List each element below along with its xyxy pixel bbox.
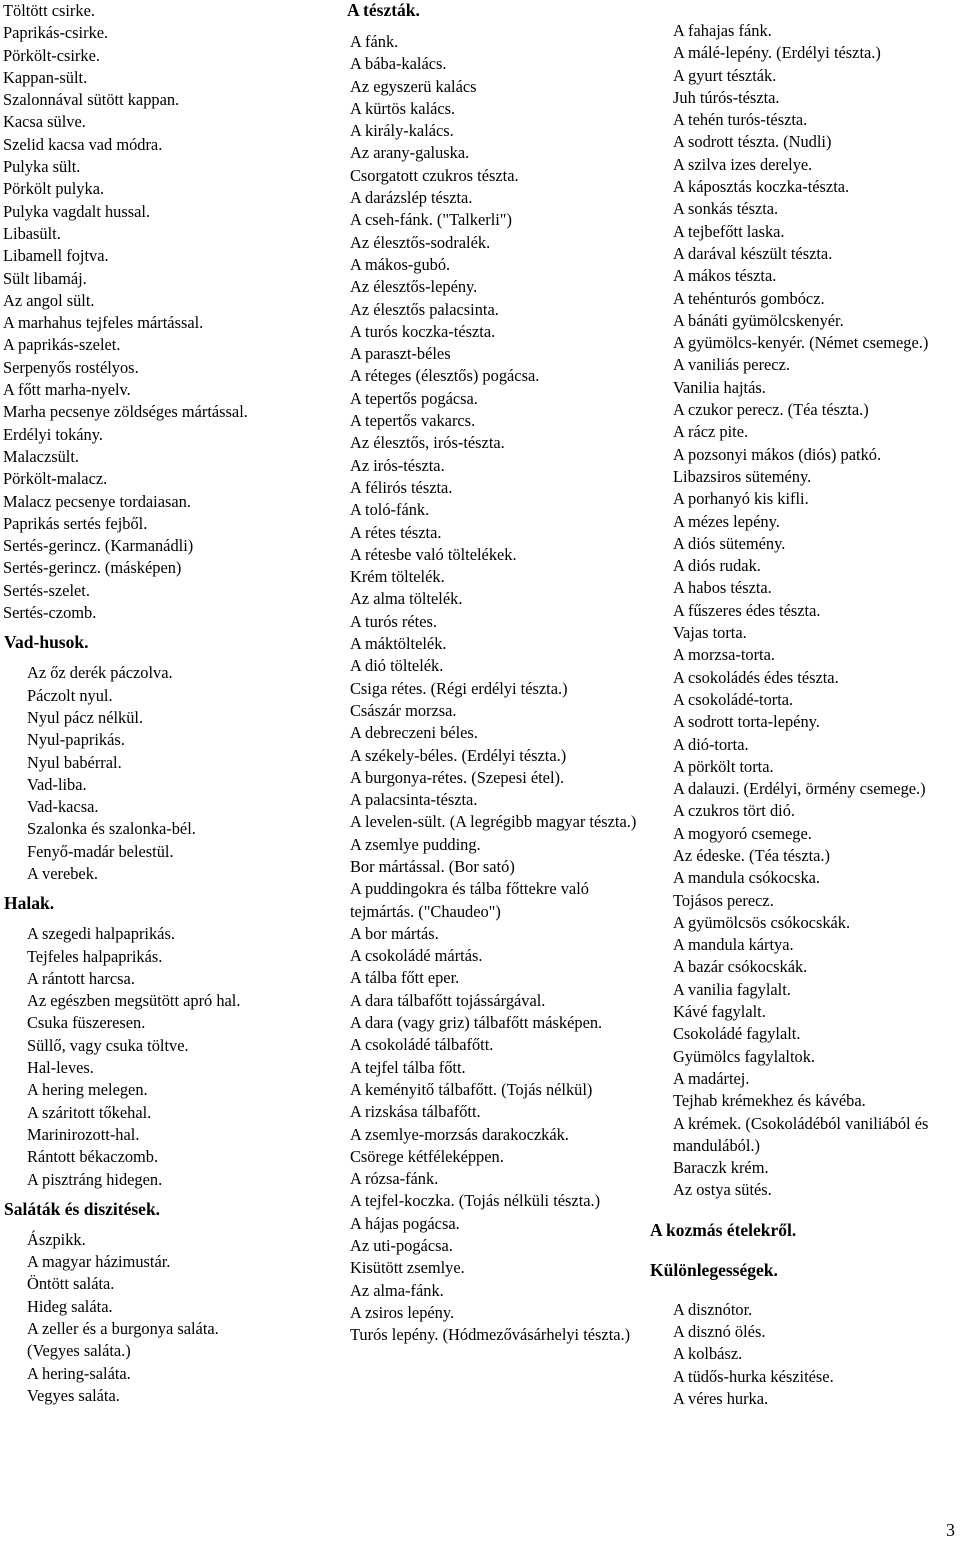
pastries-continued-list (670, 20, 958, 1202)
recipe-list-item: Az alma töltelék. (350, 589, 463, 609)
recipe-list-item: A mandula kártya. (673, 935, 794, 955)
recipe-list-item: Az angol sült. (3, 290, 95, 310)
salads-list (0, 1229, 320, 1407)
recipe-list-item: A rózsa-fánk. (350, 1169, 439, 1189)
recipe-list-item: A pisztráng hidegen. (27, 1169, 163, 1189)
recipe-list-item: Pörkölt-csirke. (3, 45, 100, 65)
recipe-list-item: A czukor perecz. (Téa tészta.) (673, 400, 869, 420)
recipe-list-item: A rétes tészta. (350, 522, 442, 542)
recipe-list-item: A turós koczka-tészta. (350, 321, 496, 341)
recipe-list-item: A debreczeni béles. (350, 723, 478, 743)
right-column (650, 20, 958, 1410)
recipe-list-item: A keményitő tálbafőtt. (Tojás nélkül) (350, 1079, 593, 1099)
recipe-list-item: A tejbefőtt laska. (673, 221, 785, 241)
recipe-list-item: Az élesztős, irós-tészta. (350, 433, 505, 453)
recipe-list-item: Krém töltelék. (350, 567, 445, 587)
recipe-list-item: A bor mártás. (350, 923, 439, 943)
recipe-list-item: Szalonnával sütött kappan. (3, 90, 180, 110)
recipe-list-item: A káposztás koczka-tészta. (673, 177, 850, 197)
recipe-list-item: A mákos tészta. (673, 266, 777, 286)
recipe-list-item: A rizskása tálbafőtt. (350, 1102, 481, 1122)
recipe-list-item: A főtt marha-nyelv. (3, 380, 131, 400)
recipe-list-item: A pörkölt torta. (673, 756, 774, 776)
recipe-list-item: A zeller és a burgonya saláta. (27, 1319, 219, 1339)
game-meat-list (0, 662, 320, 885)
heading-kulonlegessegek: Különlegességek. (650, 1259, 778, 1280)
recipe-list-item: Az ostya sütés. (673, 1180, 772, 1200)
recipe-list-item: A darával készült tészta. (673, 243, 833, 263)
recipe-list-item: Paprikás sertés fejből. (3, 513, 148, 533)
heading-salatak: Saláták és diszitések. (4, 1198, 161, 1219)
recipe-list-item: A palacsinta-tészta. (350, 790, 478, 810)
recipe-list-item: Pörkölt-malacz. (3, 469, 108, 489)
recipe-list-item: Sertés-gerincz. (Karmanádli) (3, 536, 194, 556)
recipe-list-item: Vegyes saláta. (27, 1385, 120, 1405)
recipe-list-item: Fenyő-madár belestül. (27, 841, 174, 861)
recipe-list-item: A marhahus tejfeles mártással. (3, 313, 204, 333)
recipe-list-item: Az irós-tészta. (350, 455, 445, 475)
recipe-list-item: Paprikás-csirke. (3, 23, 109, 43)
recipe-list-item: A hering-saláta. (27, 1363, 131, 1383)
recipe-list-item: A czukros tört dió. (673, 801, 796, 821)
recipe-list-item: A zsemlye-morzsás darakoczkák. (350, 1124, 569, 1144)
recipe-list-item: A vaniliás perecz. (673, 355, 790, 375)
middle-column (347, 0, 647, 1347)
recipe-list-item: Libasült. (3, 223, 61, 243)
recipe-list-item: Malacz pecsenye tordaiasan. (3, 491, 191, 511)
recipe-list-item: Rántott békaczomb. (27, 1147, 159, 1167)
recipe-list-item: A rántott harcsa. (27, 968, 135, 988)
recipe-list-item: A sodrott torta-lepény. (673, 712, 820, 732)
recipe-list-item: A darázslép tészta. (350, 188, 473, 208)
specialties-list (670, 1299, 958, 1410)
heading-tesztak: A tészták. (347, 0, 420, 20)
recipe-list-item: A rácz pite. (673, 422, 749, 442)
recipe-list-item: A tálba főtt eper. (350, 968, 460, 988)
recipe-list-item: Az arany-galuska. (350, 143, 470, 163)
recipe-list-item: A krémek. (Csokoládéból vaniliából és mandulából.) (673, 1113, 929, 1155)
recipe-list-item: A toló-fánk. (350, 500, 430, 520)
recipe-list-item: A madártej. (673, 1068, 750, 1088)
recipe-list-item: A kürtös kalács. (350, 98, 456, 118)
recipe-list-item: Az egészben megsütött apró hal. (27, 991, 241, 1011)
recipe-list-item: A burgonya-rétes. (Szepesi étel). (350, 767, 565, 787)
recipe-list-item: Vajas torta. (673, 623, 747, 643)
recipe-list-item: Bor mártással. (Bor sató) (350, 856, 515, 876)
recipe-list-item: A paraszt-béles (350, 344, 451, 364)
recipe-list-item: A réteges (élesztős) pogácsa. (350, 366, 540, 386)
recipe-list-item: Hideg saláta. (27, 1296, 113, 1316)
recipe-list-item: Az alma-fánk. (350, 1280, 444, 1300)
recipe-list-item: Nyul-paprikás. (27, 730, 125, 750)
recipe-list-item: Baraczk krém. (673, 1158, 769, 1178)
page-number: 3 (946, 1520, 955, 1540)
recipe-list-item: Tejhab krémekhez és kávéba. (673, 1091, 866, 1111)
recipe-list-item: Az élesztős-sodralék. (350, 232, 491, 252)
recipe-list-item: Sertés-szelet. (3, 580, 90, 600)
recipe-list-item: A máktöltelék. (350, 634, 447, 654)
recipe-list-item: Sült libamáj. (3, 268, 87, 288)
fish-list (0, 923, 320, 1191)
recipe-list-item: A kolbász. (673, 1344, 743, 1364)
recipe-list-item: A málé-lepény. (Erdélyi tészta.) (673, 43, 881, 63)
recipe-list-item: Pulyka vagdalt hussal. (3, 201, 151, 221)
recipe-list-item: Sertés-gerincz. (másképen) (3, 558, 182, 578)
recipe-list-item: Az egyszerü kalács (350, 76, 477, 96)
recipe-list-item: Serpenyős rostélyos. (3, 357, 139, 377)
recipe-list-item: A zsiros lepény. (350, 1302, 455, 1322)
left-column (0, 0, 320, 1407)
recipe-list-item: A tejfel-koczka. (Tojás nélküli tészta.) (350, 1191, 601, 1211)
recipe-list-item: A morzsa-torta. (673, 645, 775, 665)
recipe-list-item: A zsemlye pudding. (350, 834, 481, 854)
recipe-list-item: A mákos-gubó. (350, 254, 451, 274)
recipe-list-item: A gyümölcsös csókocskák. (673, 912, 851, 932)
recipe-list-item: Hal-leves. (27, 1058, 94, 1078)
recipe-list-item: Marha pecsenye zöldséges mártással. (3, 402, 248, 422)
recipe-list-item: Sertés-czomb. (3, 603, 97, 623)
recipe-list-item: A tepertős pogácsa. (350, 388, 478, 408)
heading-kozmas: A kozmás ételekről. (650, 1219, 797, 1240)
recipe-list-item: A magyar házimustár. (27, 1252, 171, 1272)
recipe-list-item: Süllő, vagy csuka töltve. (27, 1035, 189, 1055)
recipe-list-item: A bánáti gyümölcskenyér. (673, 310, 844, 330)
recipe-list-item: A tepertős vakarcs. (350, 411, 476, 431)
recipe-list-item: Töltött csirke. (3, 1, 95, 20)
recipe-list-item: Szelid kacsa vad módra. (3, 134, 163, 154)
recipe-list-item: A tejfel tálba főtt. (350, 1057, 466, 1077)
recipe-list-item: Az édeske. (Téa tészta.) (673, 845, 830, 865)
recipe-list-item: Gyümölcs fagylaltok. (673, 1046, 816, 1066)
recipe-list-item: A csokoládé tálbafőtt. (350, 1035, 494, 1055)
recipe-list-item: Az élesztős-lepény. (350, 277, 478, 297)
recipe-list-item: Kappan-sült. (3, 67, 88, 87)
recipe-list-item: Tojásos perecz. (673, 890, 774, 910)
recipe-list-item: A diós sütemény. (673, 533, 786, 553)
recipe-list-item: A verebek. (27, 863, 98, 883)
recipe-list-item: A gyümölcs-kenyér. (Német csemege.) (673, 333, 929, 353)
recipe-list-item: A dió töltelék. (350, 656, 444, 676)
recipe-list-item: A puddingokra és tálba főttekre való tejmártás. ("Chaudeo") (350, 879, 589, 921)
recipe-list-item: A porhanyó kis kifli. (673, 489, 809, 509)
recipe-list-item: A diós rudak. (673, 556, 761, 576)
recipe-list-item: A pozsonyi mákos (diós) patkó. (673, 444, 882, 464)
recipe-list-item: Juh túrós-tészta. (673, 87, 780, 107)
recipe-list-item: A sodrott tészta. (Nudli) (673, 132, 832, 152)
recipe-list-item: Tejfeles halpaprikás. (27, 946, 163, 966)
recipe-list-item: A bazár csókocskák. (673, 957, 808, 977)
recipe-list-item: Az élesztős palacsinta. (350, 299, 499, 319)
recipe-list-item: Pörkölt pulyka. (3, 179, 105, 199)
recipe-list-item: A hájas pogácsa. (350, 1213, 460, 1233)
recipe-list-item: A félirós tészta. (350, 477, 453, 497)
recipe-list-item: Az uti-pogácsa. (350, 1236, 453, 1256)
recipe-list-item: Kacsa sülve. (3, 112, 86, 132)
recipe-list-item: Csorgatott czukros tészta. (350, 165, 519, 185)
recipe-list-item: A mandula csókocska. (673, 868, 821, 888)
recipe-list-item: Erdélyi tokány. (3, 424, 103, 444)
recipe-list-item: A király-kalács. (350, 121, 454, 141)
recipe-list-item: A tehénturós gombócz. (673, 288, 825, 308)
recipe-list-item: Páczolt nyul. (27, 685, 113, 705)
recipe-list-item: A fánk. (350, 32, 399, 51)
recipe-list-item: Libazsiros sütemény. (673, 466, 812, 486)
recipe-list-item: Csörege kétféleképpen. (350, 1146, 504, 1166)
recipe-list-item: A véres hurka. (673, 1388, 769, 1408)
recipe-list-item: A bába-kalács. (350, 54, 447, 74)
recipe-list-item: Malaczsült. (3, 446, 80, 466)
recipe-list-item: A sonkás tészta. (673, 199, 779, 219)
pastries-list (347, 31, 647, 1347)
recipe-list-item: Az őz derék páczolva. (27, 663, 173, 683)
recipe-list-item: A dara (vagy griz) tálbafőtt másképen. (350, 1013, 603, 1033)
recipe-list-item: A levelen-sült. (A legrégibb magyar tészta.) (350, 812, 637, 832)
recipe-list-item: Csiga rétes. (Régi erdélyi tészta.) (350, 678, 568, 698)
recipe-list-item: Csuka füszeresen. (27, 1013, 146, 1033)
recipe-list-item: (Vegyes saláta.) (27, 1341, 131, 1361)
recipe-list-item: A szegedi halpaprikás. (27, 924, 175, 944)
recipe-list-item: Libamell fojtva. (3, 246, 109, 266)
recipe-list-item: A tehén turós-tészta. (673, 110, 808, 130)
recipe-list-item: Császár morzsa. (350, 700, 457, 720)
recipe-list-item: Öntött saláta. (27, 1274, 115, 1294)
recipe-list-item: A csokoládé mártás. (350, 946, 483, 966)
recipe-list-item: Vad-kacsa. (27, 797, 99, 817)
recipe-list-item: Kisütött zsemlye. (350, 1258, 465, 1278)
recipe-list-item: A fűszeres édes tészta. (673, 600, 821, 620)
recipe-list-item: A disznó ölés. (673, 1322, 766, 1342)
recipe-list-item: Turós lepény. (Hódmezővásárhelyi tészta.) (350, 1325, 631, 1345)
recipe-list-item: A dara tálbafőtt tojássárgával. (350, 990, 546, 1010)
recipe-list-item: A száritott tőkehal. (27, 1102, 152, 1122)
recipe-list-item: A gyurt tészták. (673, 65, 777, 85)
recipe-list-item: Ászpikk. (27, 1229, 86, 1249)
recipe-list-item: Kávé fagylalt. (673, 1002, 766, 1022)
recipe-list-item: A csokoládé-torta. (673, 689, 794, 709)
recipe-list-item: Vanilia hajtás. (673, 377, 766, 397)
heading-halak: Halak. (4, 893, 55, 914)
recipe-list-item: A cseh-fánk. ("Talkerli") (350, 210, 512, 230)
recipe-list-item: Csokoládé fagylalt. (673, 1024, 801, 1044)
recipe-list-item: A dalauzi. (Erdélyi, örmény csemege.) (673, 779, 926, 799)
recipe-list-item: A mézes lepény. (673, 511, 780, 531)
recipe-list-item: A szilva izes derelye. (673, 154, 813, 174)
recipe-list-item: A csokoládés édes tészta. (673, 667, 839, 687)
recipe-list-item: A fahajas fánk. (673, 21, 772, 40)
recipe-list-item: A hering melegen. (27, 1080, 148, 1100)
recipe-list-item: Szalonka és szalonka-bél. (27, 819, 196, 839)
recipe-list-item: A rétesbe való töltelékek. (350, 544, 517, 564)
recipe-list-item: A székely-béles. (Erdélyi tészta.) (350, 745, 567, 765)
recipe-list-item: A habos tészta. (673, 578, 772, 598)
recipe-list-item: Pulyka sült. (3, 157, 81, 177)
recipe-list-item: A vanilia fagylalt. (673, 979, 791, 999)
recipe-list-item: A disznótor. (673, 1299, 753, 1319)
recipe-list-item: Vad-liba. (27, 774, 87, 794)
meat-dishes-list (0, 0, 320, 624)
recipe-list-item: A turós rétes. (350, 611, 437, 631)
recipe-list-item: Marinirozott-hal. (27, 1124, 140, 1144)
recipe-list-item: Nyul babérral. (27, 752, 122, 772)
recipe-list-item: Nyul pácz nélkül. (27, 707, 144, 727)
heading-vad-husok: Vad-husok. (4, 632, 89, 653)
recipe-list-item: A dió-torta. (673, 734, 749, 754)
recipe-list-item: A tüdős-hurka készitése. (673, 1366, 834, 1386)
recipe-list-item: A mogyoró csemege. (673, 823, 812, 843)
recipe-list-item: A paprikás-szelet. (3, 335, 121, 355)
